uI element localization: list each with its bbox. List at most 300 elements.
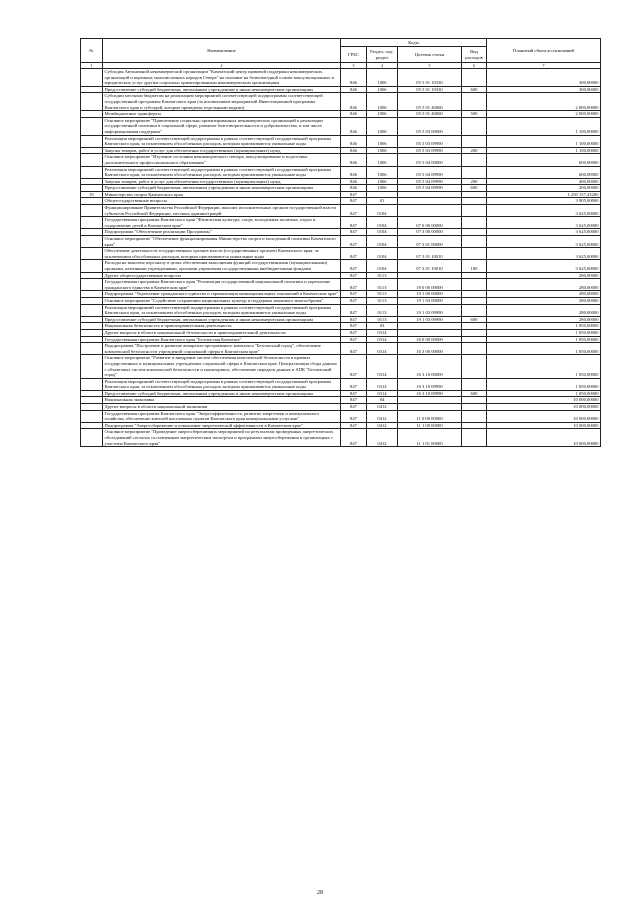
cell-grbs: 846 (341, 69, 367, 87)
cell-type: 600 (462, 185, 487, 192)
table-row (81, 316, 601, 323)
cell-name: Предоставление субсидий бюджетным, автономным учреждениям и иным некоммерческим организациям (103, 86, 341, 93)
cell-grbs: 846 (341, 185, 367, 192)
table-row (81, 291, 601, 298)
cell-name: Подпрограмма "Энергосбережение и повышение энергетической эффективности в Камчатском крае" (103, 422, 341, 429)
cell-grbs: 847 (341, 329, 367, 336)
cell-number (81, 236, 103, 248)
cell-grbs: 847 (341, 404, 367, 411)
cell-target: 05 5 01 10330 (398, 69, 462, 87)
column-number: 1 (81, 63, 103, 69)
cell-type (462, 336, 487, 343)
cell-amount: 10 000,00000 (487, 429, 601, 447)
table-row (81, 117, 601, 135)
cell-name: Реализация мероприятий соответствующей подпрограммы в рамках соответствующей государственной программы Камчатского края, за исключением обособленных расходов, которым присваиваются уникальные коды (103, 378, 341, 390)
cell-amount: 1 850,00000 (487, 323, 601, 330)
cell-grbs: 846 (341, 93, 367, 111)
cell-type (462, 117, 487, 135)
cell-name: Другие общегосударственные вопросы (103, 272, 341, 279)
cell-section: 1006 (367, 111, 398, 118)
cell-number (81, 343, 103, 355)
cell-number (81, 205, 103, 217)
cell-target: 16 3 00 00000 (398, 343, 462, 355)
table-row (81, 397, 601, 404)
table-row (81, 410, 601, 422)
cell-section: 0314 (367, 329, 398, 336)
cell-section: 1006 (367, 178, 398, 185)
column-number: 7 (487, 63, 601, 69)
cell-target (398, 198, 462, 205)
column-number: 2 (103, 63, 341, 69)
cell-target: 05 5 04 09990 (398, 185, 462, 192)
cell-grbs: 847 (341, 248, 367, 260)
cell-grbs: 847 (341, 397, 367, 404)
cell-amount: 280,00000 (487, 272, 601, 279)
cell-grbs: 847 (341, 429, 367, 447)
table-row (81, 229, 601, 236)
cell-grbs: 847 (341, 316, 367, 323)
cell-type (462, 198, 487, 205)
cell-amount: 600,00000 (487, 166, 601, 178)
cell-name: Реализация мероприятий соответствующей подпрограммы в рамках соответствующей государственной программы Камчатского края, за исключением обособленных расходов, которым присваиваются уникальные коды (103, 166, 341, 178)
cell-amount: 2 800,00000 (487, 93, 601, 111)
cell-type (462, 236, 487, 248)
cell-type: 600 (462, 86, 487, 93)
cell-amount: 1 100,00000 (487, 117, 601, 135)
cell-target: 16 0 00 00000 (398, 336, 462, 343)
cell-target: 19 1 03 09990 (398, 304, 462, 316)
cell-section: 1006 (367, 154, 398, 166)
cell-amount: 2 800,00000 (487, 111, 601, 118)
table-row (81, 111, 601, 118)
cell-name: Государственная программа Камчатского края "Реализация государственной национальной политики и укрепление гражданского единства в Камчатском крае" (103, 279, 341, 291)
cell-name: Подпрограмма "Укрепление гражданского единства и гармонизация межнациональных отношений в Камчатском крае" (103, 291, 341, 298)
cell-type: 200 (462, 147, 487, 154)
cell-grbs: 847 (341, 422, 367, 429)
cell-type (462, 217, 487, 229)
cell-section: 1006 (367, 166, 398, 178)
cell-grbs: 847 (341, 198, 367, 205)
cell-target: 11 1 01 00000 (398, 429, 462, 447)
cell-grbs: 847 (341, 343, 367, 355)
column-number: 5 (398, 63, 462, 69)
cell-section: 0314 (367, 355, 398, 378)
cell-amount: 1 850,00000 (487, 329, 601, 336)
cell-amount: 280,00000 (487, 304, 601, 316)
cell-amount: 1 850,00000 (487, 378, 601, 390)
cell-number (81, 390, 103, 397)
cell-name: Другие вопросы в области национальной экономики (103, 404, 341, 411)
cell-amount: 1 100,00000 (487, 147, 601, 154)
cell-section: 01 (367, 198, 398, 205)
cell-amount: 280,00000 (487, 297, 601, 304)
column-number: 3 (341, 63, 367, 69)
cell-type (462, 69, 487, 87)
cell-section: 0412 (367, 410, 398, 422)
cell-number (81, 323, 103, 330)
table-row (81, 166, 601, 178)
cell-number (81, 291, 103, 298)
cell-grbs: 847 (341, 355, 367, 378)
cell-name: Государственная программа Камчатского края "Безопасная Камчатка" (103, 336, 341, 343)
cell-type (462, 291, 487, 298)
cell-section: 0412 (367, 404, 398, 411)
cell-amount: 3 625,00000 (487, 205, 601, 217)
table-row (81, 69, 601, 87)
cell-grbs: 847 (341, 378, 367, 390)
cell-section: 0113 (367, 279, 398, 291)
cell-section: 0104 (367, 248, 398, 260)
cell-number (81, 279, 103, 291)
col-grbs-header: ГРБС (341, 47, 367, 63)
cell-name: Реализация мероприятий соответствующей подпрограммы в рамках соответствующей государственной программы Камчатского края, за исключением обособленных расходов, которым присваиваются уникальные коды (103, 135, 341, 147)
cell-type (462, 304, 487, 316)
cell-target: 07 3 01 00000 (398, 236, 462, 248)
col-target-header: Целевая статья (398, 47, 462, 63)
cell-name: Государственная программа Камчатского края "Физическая культура, спорт, молодежная политика, отдых и оздоровление детей в Камчатском крае" (103, 217, 341, 229)
cell-amount: 10 000,00000 (487, 404, 601, 411)
cell-target: 07 3 01 10010 (398, 248, 462, 260)
cell-amount: 300,00000 (487, 69, 601, 87)
cell-grbs: 847 (341, 291, 367, 298)
cell-number (81, 198, 103, 205)
table-row (81, 390, 601, 397)
cell-target (398, 329, 462, 336)
cell-amount: 1 850,00000 (487, 390, 601, 397)
cell-target: 19 1 03 00000 (398, 297, 462, 304)
cell-type (462, 397, 487, 404)
cell-target (398, 323, 462, 330)
cell-section: 1006 (367, 86, 398, 93)
cell-target (398, 397, 462, 404)
cell-amount: 3 905,00000 (487, 198, 601, 205)
cell-section: 1006 (367, 147, 398, 154)
cell-target (398, 404, 462, 411)
cell-name: Другие вопросы в области национальной безопасности и правоохранительной деятельности (103, 329, 341, 336)
cell-type (462, 229, 487, 236)
cell-amount: 10 000,00000 (487, 410, 601, 422)
table-row (81, 236, 601, 248)
cell-section: 0314 (367, 336, 398, 343)
table-row (81, 404, 601, 411)
cell-target: 05 5 01 40060 (398, 111, 462, 118)
column-number: 6 (462, 63, 487, 69)
cell-name: Субсидии местным бюджетам на реализацию мероприятий соответствующей подпрограммы соответствующей государственной программы Камчатского края (за исключением мероприятий Инвестиционной программы Камчатского края и субсидий, которые приведены отдельными кодами) (103, 93, 341, 111)
cell-target: 19 1 00 00000 (398, 291, 462, 298)
cell-type (462, 205, 487, 217)
table-row (81, 217, 601, 229)
cell-section: 03 (367, 323, 398, 330)
cell-section: 0412 (367, 429, 398, 447)
cell-amount: 1 250 157,43200 (487, 191, 601, 198)
cell-type: 100 (462, 260, 487, 272)
cell-type: 600 (462, 390, 487, 397)
cell-name: Министерство спорта Камчатского края (103, 191, 341, 198)
cell-number (81, 297, 103, 304)
cell-grbs: 846 (341, 117, 367, 135)
cell-number (81, 410, 103, 422)
cell-type (462, 248, 487, 260)
table-row (81, 248, 601, 260)
table-row (81, 272, 601, 279)
cell-grbs: 847 (341, 336, 367, 343)
cell-type (462, 404, 487, 411)
cell-name: Государственная программа Камчатского края "Энергоэффективность, развитие энергетики и коммунального хозяйства, обеспечение жителей населенных пунктов Камчатского края коммунальными услугами" (103, 410, 341, 422)
cell-section: 1006 (367, 135, 398, 147)
cell-grbs: 847 (341, 272, 367, 279)
cell-type (462, 191, 487, 198)
codes-group-header: Коды (341, 39, 487, 47)
cell-target: 05 5 04 00000 (398, 154, 462, 166)
column-number: 4 (367, 63, 398, 69)
cell-number (81, 248, 103, 260)
col-type-header: Вид расходов (462, 47, 487, 63)
cell-amount: 10 000,00000 (487, 422, 601, 429)
cell-section: 1006 (367, 117, 398, 135)
cell-section: 0104 (367, 229, 398, 236)
cell-name: Основное мероприятие "Развитие и внедрение систем обеспечения комплексной безопасности в краевых государственных и муниципальных учреждениях социальной сферы в Камчатском крае. Централизация сбора данных с объектовых систем комплексной безопасности и мониторинга, обеспечение передачи данных в АПК "Безопасный город" (103, 355, 341, 378)
cell-section: 0113 (367, 272, 398, 279)
cell-section: 0104 (367, 236, 398, 248)
cell-type (462, 355, 487, 378)
cell-section: 0104 (367, 217, 398, 229)
cell-name: Закупка товаров, работ и услуг для обеспечения государственных (муниципальных) нужд (103, 147, 341, 154)
cell-grbs: 846 (341, 135, 367, 147)
cell-amount: 1 100,00000 (487, 135, 601, 147)
cell-grbs: 847 (341, 390, 367, 397)
cell-grbs: 847 (341, 191, 367, 198)
cell-name: Субсидия Автономной некоммерческой организации "Камчатский центр правовой поддержки некоммерческих организаций и коренных малочисленных народов Севера" на оказание на безвозмездной основе консультационных и юридических услуг другим социально ориентированным некоммерческим организациям (103, 69, 341, 87)
table-row (81, 279, 601, 291)
cell-name: Национальная безопасность и правоохранительная деятельность (103, 323, 341, 330)
budget-page (80, 38, 600, 447)
cell-amount: 3 625,00000 (487, 236, 601, 248)
cell-number (81, 429, 103, 447)
table-row (81, 336, 601, 343)
cell-section: 0314 (367, 378, 398, 390)
table-row (81, 198, 601, 205)
cell-name: Основное мероприятие "Содействие сохранению национальных культур и поддержка языкового многообразия" (103, 297, 341, 304)
cell-number (81, 69, 103, 87)
cell-number: 35 (81, 191, 103, 198)
cell-number (81, 355, 103, 378)
cell-name: Обеспечение деятельности государственных органов власти (государственных органов) Камчатского края, за исключением обособленных расходов, которым присваиваются уникальные коды (103, 248, 341, 260)
cell-amount: 280,00000 (487, 291, 601, 298)
cell-section: 0113 (367, 316, 398, 323)
cell-section: 1006 (367, 93, 398, 111)
cell-number (81, 86, 103, 93)
cell-grbs: 847 (341, 217, 367, 229)
budget-table (80, 38, 601, 447)
cell-name: Основное мероприятие "Обеспечение функционирования Министерства спорта и молодежной политики Камчатского края" (103, 236, 341, 248)
cell-name: Межбюджетные трансферты (103, 111, 341, 118)
cell-number (81, 166, 103, 178)
table-row (81, 378, 601, 390)
cell-type (462, 154, 487, 166)
cell-number (81, 378, 103, 390)
cell-target (398, 191, 462, 198)
cell-grbs: 846 (341, 166, 367, 178)
cell-target: 07 3 01 10010 (398, 260, 462, 272)
cell-name: Подпрограмма "Построение и развитие аппаратно-программного комплекса "Безопасный город", обеспечение комплексной безопасности учреждений социальной сферы в Камчатском крае" (103, 343, 341, 355)
col-section-header: Раздел, под-раздел (367, 47, 398, 63)
page-number: 28 (317, 890, 323, 896)
cell-type (462, 297, 487, 304)
cell-target: 05 5 01 40060 (398, 93, 462, 111)
cell-type (462, 323, 487, 330)
cell-number (81, 260, 103, 272)
cell-name: Закупка товаров, работ и услуг для обеспечения государственных (муниципальных) нужд (103, 178, 341, 185)
col-no-header: № (81, 39, 103, 63)
table-row (81, 191, 601, 198)
table-row (81, 205, 601, 217)
cell-amount: 1 850,00000 (487, 336, 601, 343)
cell-target: 05 5 03 09990 (398, 147, 462, 154)
col-amount-header: Плановый объем ассигнований (487, 39, 601, 63)
cell-amount: 1 850,00000 (487, 355, 601, 378)
cell-amount: 200,00000 (487, 185, 601, 192)
cell-grbs: 847 (341, 279, 367, 291)
cell-name: Основное мероприятие "Привлечение социально ориентированных некоммерческих организаций к реализации государственной политики в социальной сфере, развитие благотворительности и добровольчества, в том числе информационная поддержка" (103, 117, 341, 135)
cell-type (462, 410, 487, 422)
cell-amount: 600,00000 (487, 154, 601, 166)
cell-number (81, 93, 103, 111)
cell-amount: 300,00000 (487, 86, 601, 93)
cell-type (462, 422, 487, 429)
cell-type (462, 166, 487, 178)
table-row (81, 260, 601, 272)
cell-number (81, 217, 103, 229)
cell-grbs: 846 (341, 147, 367, 154)
cell-target: 05 5 04 09990 (398, 166, 462, 178)
cell-type (462, 135, 487, 147)
cell-target (398, 205, 462, 217)
cell-number (81, 329, 103, 336)
cell-number (81, 117, 103, 135)
table-row (81, 147, 601, 154)
cell-number (81, 147, 103, 154)
cell-target: 05 5 01 10330 (398, 86, 462, 93)
cell-target: 05 5 03 00000 (398, 117, 462, 135)
cell-grbs: 846 (341, 111, 367, 118)
cell-type (462, 429, 487, 447)
cell-section: 1006 (367, 69, 398, 87)
cell-number (81, 178, 103, 185)
cell-amount: 3 625,00000 (487, 248, 601, 260)
cell-grbs: 847 (341, 410, 367, 422)
cell-number (81, 336, 103, 343)
cell-section (367, 191, 398, 198)
table-row (81, 304, 601, 316)
cell-section: 0113 (367, 297, 398, 304)
cell-target: 16 3 10 09990 (398, 378, 462, 390)
cell-section: 04 (367, 397, 398, 404)
cell-number (81, 135, 103, 147)
cell-number (81, 404, 103, 411)
cell-number (81, 154, 103, 166)
cell-target: 11 0 00 00000 (398, 410, 462, 422)
cell-target: 05 5 03 09990 (398, 135, 462, 147)
cell-number (81, 422, 103, 429)
cell-amount: 3 625,00000 (487, 217, 601, 229)
cell-grbs: 847 (341, 323, 367, 330)
table-row (81, 429, 601, 447)
cell-number (81, 397, 103, 404)
cell-type: 600 (462, 316, 487, 323)
cell-number (81, 272, 103, 279)
cell-name: Предоставление субсидий бюджетным, автономным учреждениям и иным некоммерческим организациям (103, 316, 341, 323)
cell-target: 19 0 00 00000 (398, 279, 462, 291)
cell-amount: 3 625,00000 (487, 260, 601, 272)
cell-target: 07 3 00 00000 (398, 229, 462, 236)
cell-target: 11 1 00 00000 (398, 422, 462, 429)
cell-name: Основное мероприятие "Изучение состояния некоммерческого сектора, консультирование и подготовка дополнительного профессионального образования" (103, 154, 341, 166)
table-row (81, 323, 601, 330)
cell-number (81, 111, 103, 118)
table-row (81, 343, 601, 355)
table-row (81, 355, 601, 378)
cell-name: Реализация мероприятий соответствующей подпрограммы в рамках соответствующей государственной программы Камчатского края, за исключением обособленных расходов, которым присваиваются уникальные коды (103, 304, 341, 316)
cell-grbs: 847 (341, 297, 367, 304)
table-row (81, 422, 601, 429)
cell-name: Расходы на выплаты персоналу в целях обеспечения выполнения функций государственными (муниципальными) органами, казенными учреждениями, органами управления государственными внебюджетными фондами (103, 260, 341, 272)
cell-section: 0113 (367, 304, 398, 316)
cell-target: 16 3 10 09990 (398, 390, 462, 397)
cell-name: Общегосударственные вопросы (103, 198, 341, 205)
cell-name: Предоставление субсидий бюджетным, автономным учреждениям и иным некоммерческим организациям (103, 185, 341, 192)
table-body (81, 69, 601, 447)
cell-section: 0314 (367, 390, 398, 397)
cell-type (462, 93, 487, 111)
cell-type (462, 329, 487, 336)
cell-grbs: 846 (341, 154, 367, 166)
cell-section: 1006 (367, 185, 398, 192)
cell-amount: 280,00000 (487, 279, 601, 291)
table-row (81, 135, 601, 147)
cell-section: 0412 (367, 422, 398, 429)
cell-target (398, 272, 462, 279)
cell-number (81, 229, 103, 236)
cell-number (81, 304, 103, 316)
table-row (81, 93, 601, 111)
cell-section: 0104 (367, 260, 398, 272)
cell-name: Предоставление субсидий бюджетным, автономным учреждениям и иным некоммерческим организациям (103, 390, 341, 397)
cell-type: 200 (462, 178, 487, 185)
cell-number (81, 316, 103, 323)
cell-type (462, 279, 487, 291)
cell-section: 0104 (367, 205, 398, 217)
cell-section: 0113 (367, 291, 398, 298)
cell-amount: 1 850,00000 (487, 343, 601, 355)
cell-grbs: 847 (341, 304, 367, 316)
table-row (81, 329, 601, 336)
cell-type: 500 (462, 111, 487, 118)
cell-amount: 10 000,00000 (487, 397, 601, 404)
table-row (81, 178, 601, 185)
cell-type (462, 343, 487, 355)
cell-grbs: 847 (341, 229, 367, 236)
cell-target: 05 5 04 09990 (398, 178, 462, 185)
cell-grbs: 847 (341, 260, 367, 272)
cell-grbs: 847 (341, 205, 367, 217)
cell-amount: 400,00000 (487, 178, 601, 185)
cell-name: Функционирование Правительства Российской Федерации, высших исполнительных органов государственной власти субъектов Российской Федерации, местных администраций (103, 205, 341, 217)
cell-grbs: 846 (341, 86, 367, 93)
table-row (81, 297, 601, 304)
cell-name: Основное мероприятие "Проведение энергосберегающих мероприятий по результатам проведенных энергетических обследований согласно составленным энергетическим паспортам и программам энергосбережения в организациях с участием Камчатского края" (103, 429, 341, 447)
cell-grbs: 847 (341, 236, 367, 248)
cell-amount: 280,00000 (487, 316, 601, 323)
